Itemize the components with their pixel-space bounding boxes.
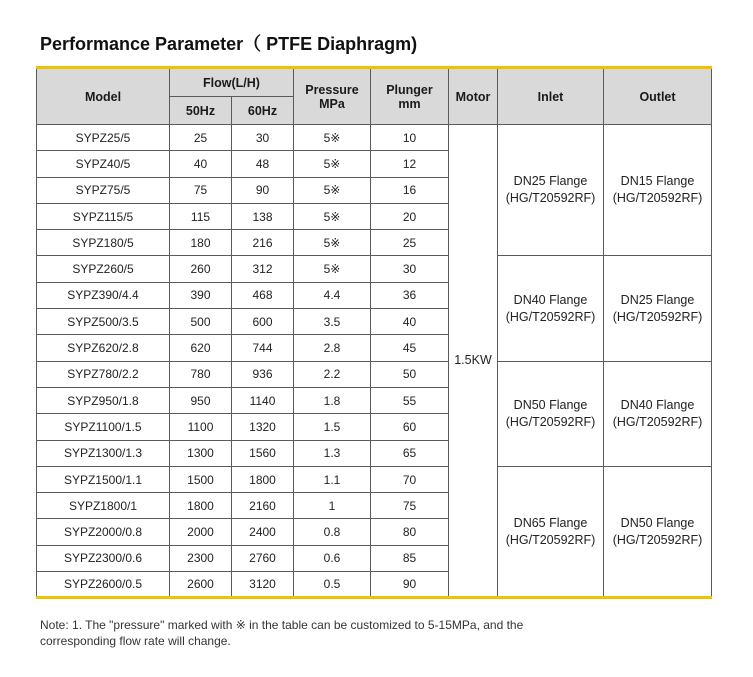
flow-50hz-cell: 620 <box>170 335 232 361</box>
flow-60hz-cell: 1560 <box>232 440 294 466</box>
model-cell: SYPZ1300/1.3 <box>37 440 170 466</box>
pressure-cell: 2.8 <box>294 335 371 361</box>
model-cell: SYPZ500/3.5 <box>37 309 170 335</box>
model-cell: SYPZ75/5 <box>37 177 170 203</box>
plunger-cell: 20 <box>371 203 449 229</box>
inlet-cell: DN40 Flange (HG/T20592RF) <box>498 256 604 361</box>
plunger-cell: 70 <box>371 466 449 492</box>
plunger-cell: 36 <box>371 282 449 308</box>
flow-60hz-cell: 216 <box>232 230 294 256</box>
plunger-cell: 90 <box>371 572 449 598</box>
flow-60hz-cell: 2400 <box>232 519 294 545</box>
model-cell: SYPZ1500/1.1 <box>37 466 170 492</box>
header-pressure <box>294 68 371 125</box>
inlet-cell: DN65 Flange (HG/T20592RF) <box>498 466 604 597</box>
model-cell: SYPZ1800/1 <box>37 493 170 519</box>
plunger-cell: 30 <box>371 256 449 282</box>
pressure-cell: 5※ <box>294 125 371 151</box>
plunger-cell: 25 <box>371 230 449 256</box>
flow-50hz-cell: 2000 <box>170 519 232 545</box>
model-cell: SYPZ260/5 <box>37 256 170 282</box>
plunger-cell: 40 <box>371 309 449 335</box>
flow-50hz-cell: 2300 <box>170 545 232 571</box>
plunger-cell: 10 <box>371 125 449 151</box>
pressure-cell: 4.4 <box>294 282 371 308</box>
pressure-cell: 1.1 <box>294 466 371 492</box>
flow-60hz-cell: 2760 <box>232 545 294 571</box>
motor-cell: 1.5KW <box>449 125 498 598</box>
flow-50hz-cell: 1300 <box>170 440 232 466</box>
flow-60hz-cell: 1140 <box>232 387 294 413</box>
plunger-cell: 60 <box>371 414 449 440</box>
flow-60hz-cell: 90 <box>232 177 294 203</box>
table-row <box>37 466 712 492</box>
header-motor: Motor <box>449 68 498 125</box>
model-cell: SYPZ2300/0.6 <box>37 545 170 571</box>
flow-50hz-cell: 75 <box>170 177 232 203</box>
flow-60hz-cell: 2160 <box>232 493 294 519</box>
header-flow: Flow(L/H) <box>170 68 294 97</box>
pressure-cell: 1.5 <box>294 414 371 440</box>
plunger-cell: 16 <box>371 177 449 203</box>
outlet-cell: DN40 Flange (HG/T20592RF) <box>604 361 712 466</box>
header-pressure-text: Pressure MPa <box>305 82 359 111</box>
header-inlet: Inlet <box>498 68 604 125</box>
outlet-cell: DN15 Flange (HG/T20592RF) <box>604 125 712 256</box>
pressure-cell: 1 <box>294 493 371 519</box>
model-cell: SYPZ1100/1.5 <box>37 414 170 440</box>
flow-60hz-cell: 600 <box>232 309 294 335</box>
flow-60hz-cell: 138 <box>232 203 294 229</box>
pressure-cell: 3.5 <box>294 309 371 335</box>
model-cell: SYPZ2000/0.8 <box>37 519 170 545</box>
flow-60hz-cell: 312 <box>232 256 294 282</box>
outlet-cell: DN25 Flange (HG/T20592RF) <box>604 256 712 361</box>
flow-50hz-cell: 950 <box>170 387 232 413</box>
flow-50hz-cell: 1100 <box>170 414 232 440</box>
model-cell: SYPZ780/2.2 <box>37 361 170 387</box>
flow-60hz-cell: 744 <box>232 335 294 361</box>
flow-60hz-cell: 1800 <box>232 466 294 492</box>
page-title: Performance Parameter（ PTFE Diaphragm) <box>40 34 418 54</box>
plunger-cell: 55 <box>371 387 449 413</box>
model-cell: SYPZ115/5 <box>37 203 170 229</box>
model-cell: SYPZ620/2.8 <box>37 335 170 361</box>
flow-60hz-cell: 936 <box>232 361 294 387</box>
model-cell: SYPZ25/5 <box>37 125 170 151</box>
plunger-cell: 12 <box>371 151 449 177</box>
flow-50hz-cell: 260 <box>170 256 232 282</box>
pressure-cell: 5※ <box>294 151 371 177</box>
flow-50hz-cell: 25 <box>170 125 232 151</box>
plunger-cell: 45 <box>371 335 449 361</box>
flow-50hz-cell: 390 <box>170 282 232 308</box>
pressure-cell: 1.8 <box>294 387 371 413</box>
flow-60hz-cell: 1320 <box>232 414 294 440</box>
plunger-cell: 85 <box>371 545 449 571</box>
model-cell: SYPZ2600/0.5 <box>37 572 170 598</box>
pressure-cell: 5※ <box>294 177 371 203</box>
flow-60hz-cell: 30 <box>232 125 294 151</box>
flow-60hz-cell: 468 <box>232 282 294 308</box>
flow-50hz-cell: 40 <box>170 151 232 177</box>
inlet-cell: DN50 Flange (HG/T20592RF) <box>498 361 604 466</box>
table-row <box>37 125 712 151</box>
flow-50hz-cell: 180 <box>170 230 232 256</box>
outlet-cell: DN50 Flange (HG/T20592RF) <box>604 466 712 597</box>
plunger-cell: 50 <box>371 361 449 387</box>
performance-table <box>36 66 712 599</box>
pressure-cell: 1.3 <box>294 440 371 466</box>
model-cell: SYPZ180/5 <box>37 230 170 256</box>
flow-50hz-cell: 500 <box>170 309 232 335</box>
model-cell: SYPZ950/1.8 <box>37 387 170 413</box>
table-row <box>37 256 712 282</box>
pressure-cell: 0.6 <box>294 545 371 571</box>
flow-60hz-cell: 48 <box>232 151 294 177</box>
footnote: Note: 1. The "pressure" marked with ※ in the table can be customized to 5-15MPa, and the corresponding flow rate will change. <box>40 618 524 648</box>
pressure-cell: 5※ <box>294 203 371 229</box>
table-body <box>37 125 712 598</box>
model-cell: SYPZ40/5 <box>37 151 170 177</box>
header-flow-60hz: 60Hz <box>232 97 294 125</box>
header-plunger-text: Plunger mm <box>386 82 433 111</box>
flow-50hz-cell: 2600 <box>170 572 232 598</box>
table-row <box>37 361 712 387</box>
header-outlet: Outlet <box>604 68 712 125</box>
flow-60hz-cell: 3120 <box>232 572 294 598</box>
header-flow-50hz: 50Hz <box>170 97 232 125</box>
plunger-cell: 65 <box>371 440 449 466</box>
flow-50hz-cell: 780 <box>170 361 232 387</box>
pressure-cell: 0.5 <box>294 572 371 598</box>
pressure-cell: 2.2 <box>294 361 371 387</box>
flow-50hz-cell: 1800 <box>170 493 232 519</box>
pressure-cell: 5※ <box>294 230 371 256</box>
pressure-cell: 0.8 <box>294 519 371 545</box>
header-model: Model <box>37 68 170 125</box>
pressure-cell: 5※ <box>294 256 371 282</box>
inlet-cell: DN25 Flange (HG/T20592RF) <box>498 125 604 256</box>
flow-50hz-cell: 1500 <box>170 466 232 492</box>
header-plunger <box>371 68 449 125</box>
plunger-cell: 80 <box>371 519 449 545</box>
model-cell: SYPZ390/4.4 <box>37 282 170 308</box>
flow-50hz-cell: 115 <box>170 203 232 229</box>
plunger-cell: 75 <box>371 493 449 519</box>
